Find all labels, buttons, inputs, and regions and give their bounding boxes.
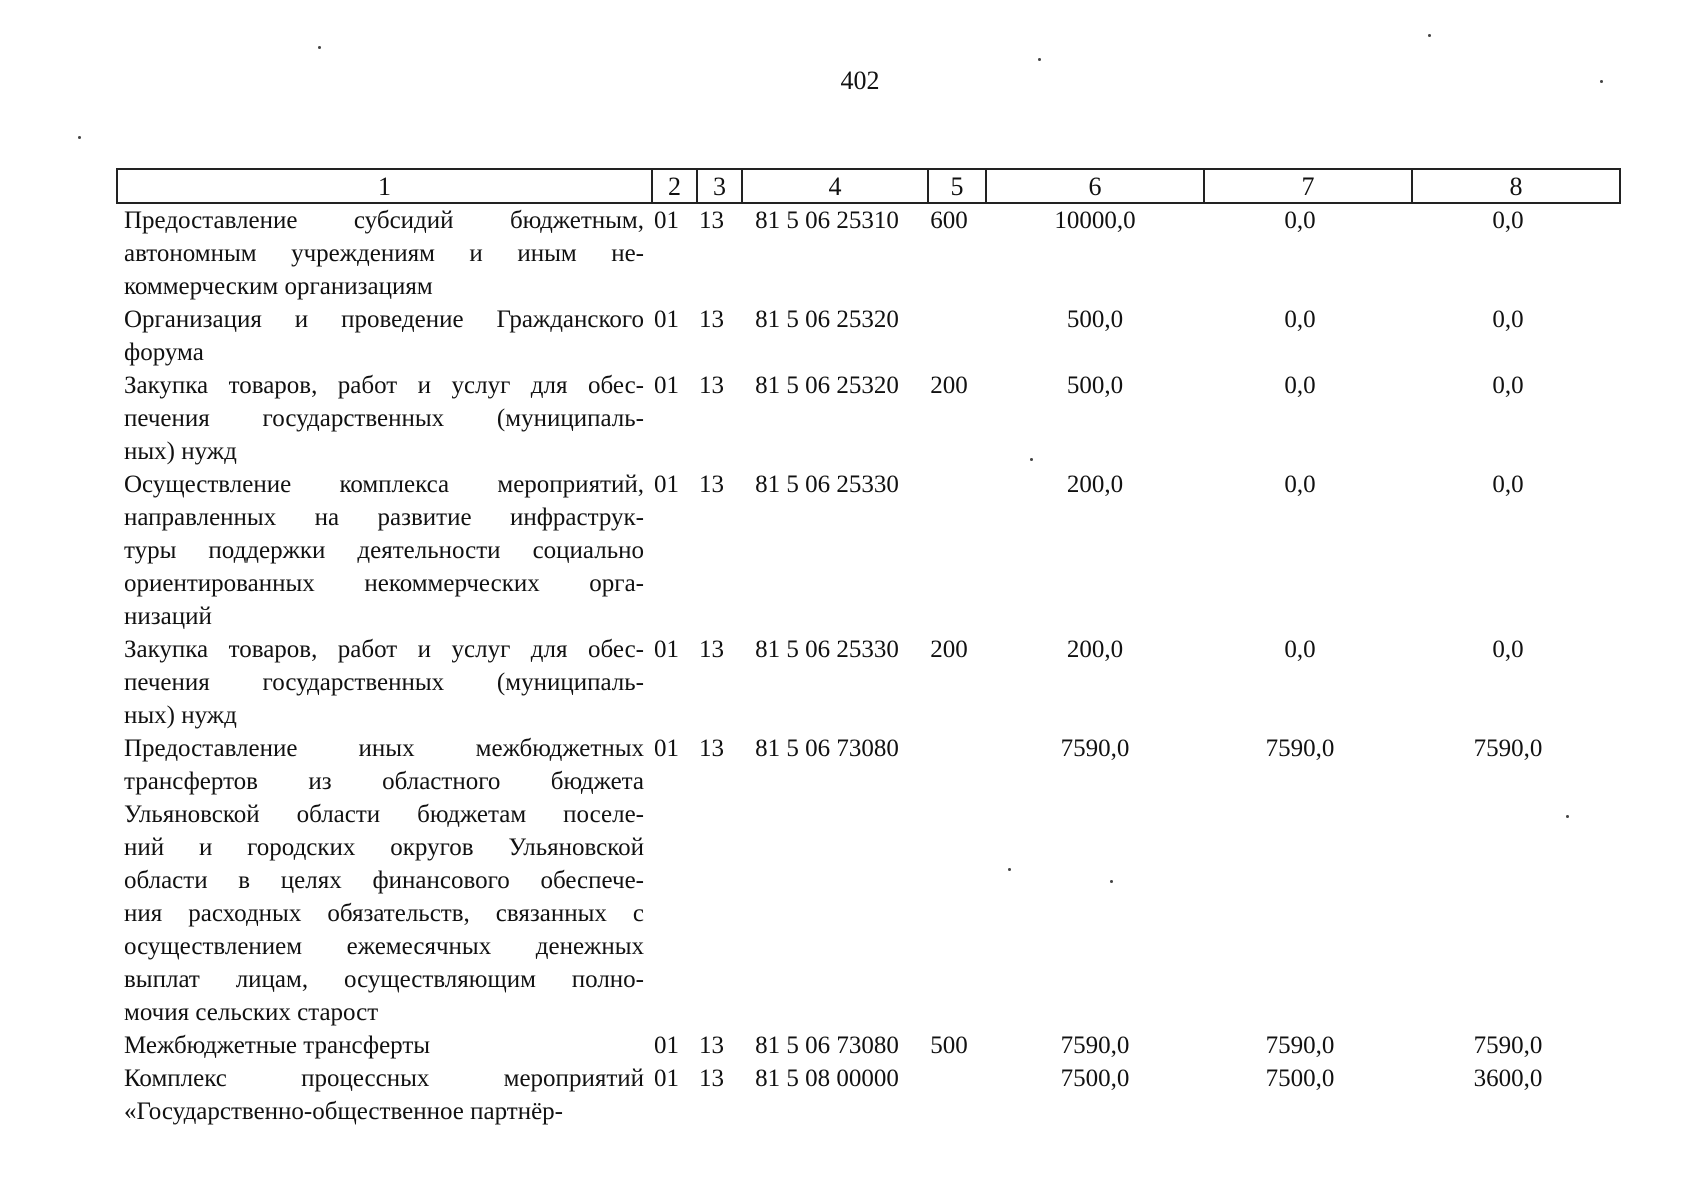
table-body [116, 204, 1612, 1128]
column-number-header [116, 168, 1621, 204]
cell-c8: 0,0 [1492, 636, 1524, 663]
row-description [116, 468, 644, 633]
cell-c8: 3600,0 [1473, 1065, 1543, 1092]
row-description [116, 1029, 644, 1062]
table-row [116, 1029, 1612, 1062]
description-line: мочия сельских старост [124, 999, 379, 1026]
cell-c4: 81 5 06 25330 [755, 636, 899, 663]
description-line: Закупка товаров, работ и услуг для обес- [124, 636, 644, 663]
description-line: Комплекс процессных мероприятий [124, 1065, 644, 1092]
header-col-3: 3 [697, 169, 742, 203]
cell-c6: 500,0 [1066, 372, 1124, 399]
description-line: трансфертов из областного бюджета [124, 768, 644, 795]
cell-c8: 7590,0 [1473, 735, 1543, 762]
scan-speck [1428, 34, 1431, 37]
description-line: Ульяновской области бюджетам поселе- [124, 801, 644, 828]
scan-speck [1008, 868, 1011, 871]
cell-c7: 0,0 [1284, 471, 1316, 498]
cell-c2: 01 [654, 207, 679, 234]
cell-c3: 13 [699, 306, 724, 333]
scan-speck [318, 46, 321, 49]
header-col-5: 5 [928, 169, 986, 203]
cell-c2: 01 [654, 306, 679, 333]
description-line: ориентированных некоммерческих орга- [124, 570, 644, 597]
cell-c8: 7590,0 [1473, 1032, 1543, 1059]
scan-speck [1110, 880, 1113, 883]
description-line: печения государственных (муниципаль- [124, 669, 644, 696]
table-row [116, 633, 1612, 732]
description-line: низаций [124, 603, 212, 630]
cell-c6: 7590,0 [1060, 1032, 1130, 1059]
description-line: Организация и проведение Гражданского [124, 306, 644, 333]
cell-c6: 10000,0 [1054, 207, 1136, 234]
cell-c2: 01 [654, 1065, 679, 1092]
cell-c4: 81 5 08 00000 [755, 1065, 899, 1092]
cell-c2: 01 [654, 471, 679, 498]
cell-c2: 01 [654, 372, 679, 399]
table-row [116, 468, 1612, 633]
cell-c2: 01 [654, 735, 679, 762]
header-col-6: 6 [986, 169, 1204, 203]
cell-c6: 200,0 [1066, 471, 1124, 498]
cell-c6: 200,0 [1066, 636, 1124, 663]
cell-c8: 0,0 [1492, 372, 1524, 399]
row-description [116, 633, 644, 732]
description-line: коммерческим организациям [124, 273, 433, 300]
cell-c8: 0,0 [1492, 471, 1524, 498]
cell-c3: 13 [699, 372, 724, 399]
row-description [116, 732, 644, 1029]
description-line: автономным учреждениям и иным не- [124, 240, 644, 267]
description-line: осуществлением ежемесячных денежных [124, 933, 644, 960]
header-col-2: 2 [652, 169, 697, 203]
cell-c7: 0,0 [1284, 306, 1316, 333]
table-row [116, 369, 1612, 468]
cell-c8: 0,0 [1492, 306, 1524, 333]
cell-c5: 200 [930, 372, 968, 399]
row-description [116, 303, 644, 369]
header-col-7: 7 [1204, 169, 1412, 203]
scan-speck [1030, 458, 1033, 461]
cell-c8: 0,0 [1492, 207, 1524, 234]
description-line: выплат лицам, осуществляющим полно- [124, 966, 644, 993]
header-col-8: 8 [1412, 169, 1620, 203]
cell-c7: 7590,0 [1265, 1032, 1335, 1059]
cell-c4: 81 5 06 25320 [755, 306, 899, 333]
cell-c5: 600 [930, 207, 968, 234]
description-line: области в целях финансового обеспече- [124, 867, 644, 894]
cell-c4: 81 5 06 73080 [755, 735, 899, 762]
cell-c4: 81 5 06 25310 [755, 207, 899, 234]
description-line: туры поддержки деятельности социально [124, 537, 644, 564]
description-line: печения государственных (муниципаль- [124, 405, 644, 432]
page-number: 402 [840, 66, 880, 95]
description-line: ных) нужд [124, 702, 237, 729]
cell-c2: 01 [654, 636, 679, 663]
description-line: Закупка товаров, работ и услуг для обес- [124, 372, 644, 399]
cell-c4: 81 5 06 25320 [755, 372, 899, 399]
cell-c4: 81 5 06 25330 [755, 471, 899, 498]
cell-c5: 200 [930, 636, 968, 663]
scan-speck [78, 136, 81, 139]
cell-c6: 7500,0 [1060, 1065, 1130, 1092]
header-col-1: 1 [117, 169, 652, 203]
header-col-4: 4 [742, 169, 928, 203]
scan-speck [1600, 80, 1603, 83]
description-line: направленных на развитие инфраструк- [124, 504, 644, 531]
cell-c6: 500,0 [1066, 306, 1124, 333]
description-line: Предоставление иных межбюджетных [124, 735, 644, 762]
cell-c7: 0,0 [1284, 636, 1316, 663]
description-line: Осуществление комплекса мероприятий, [124, 471, 644, 498]
cell-c3: 13 [699, 735, 724, 762]
cell-c6: 7590,0 [1060, 735, 1130, 762]
cell-c3: 13 [699, 1032, 724, 1059]
scan-speck [1566, 815, 1569, 818]
description-line: Предоставление субсидий бюджетным, [124, 207, 644, 234]
table-row [116, 204, 1612, 303]
cell-c2: 01 [654, 1032, 679, 1059]
description-line: ний и городских округов Ульяновской [124, 834, 644, 861]
cell-c7: 7590,0 [1265, 735, 1335, 762]
description-line: ных) нужд [124, 438, 237, 465]
description-line: «Государственно-общественное партнёр- [124, 1098, 563, 1125]
description-line: форума [124, 339, 204, 366]
table-row [116, 1062, 1612, 1128]
cell-c5: 500 [930, 1032, 968, 1059]
table-row [116, 303, 1612, 369]
cell-c3: 13 [699, 471, 724, 498]
description-line: Межбюджетные трансферты [124, 1032, 431, 1059]
cell-c7: 0,0 [1284, 372, 1316, 399]
cell-c3: 13 [699, 207, 724, 234]
cell-c3: 13 [699, 636, 724, 663]
table-row [116, 732, 1612, 1029]
row-description [116, 369, 644, 468]
scan-speck [1038, 58, 1041, 61]
cell-c7: 0,0 [1284, 207, 1316, 234]
cell-c4: 81 5 06 73080 [755, 1032, 899, 1059]
cell-c3: 13 [699, 1065, 724, 1092]
row-description [116, 1062, 644, 1128]
description-line: ния расходных обязательств, связанных с [124, 900, 644, 927]
cell-c7: 7500,0 [1265, 1065, 1335, 1092]
row-description [116, 204, 644, 303]
